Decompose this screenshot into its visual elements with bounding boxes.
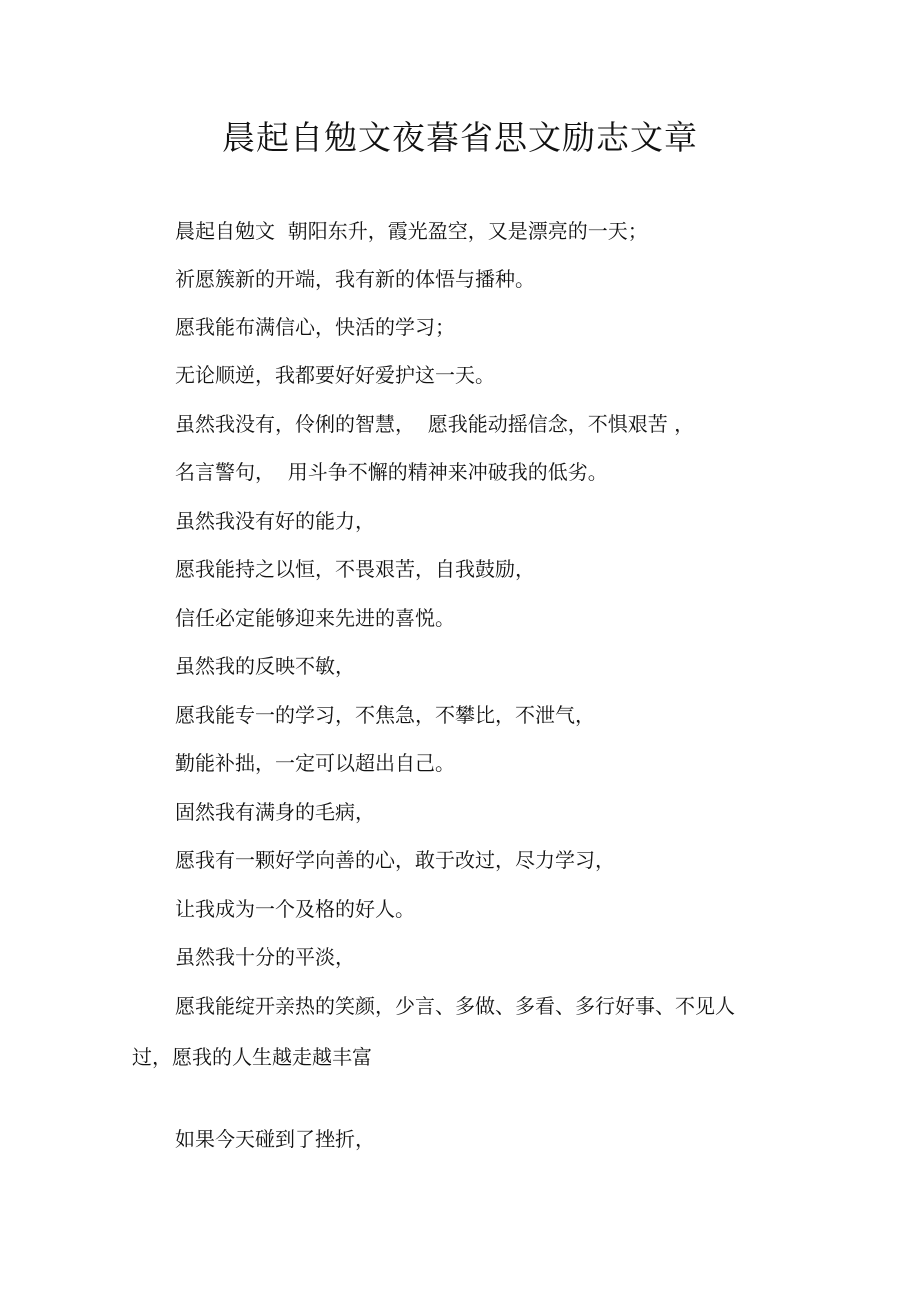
paragraph-line: 愿我能专一的学习，不焦急，不攀比，不泄气， <box>175 703 595 727</box>
paragraph-line: 信任必定能够迎来先进的喜悦。 <box>175 606 455 630</box>
paragraph-line: 愿我能持之以恒，不畏艰苦，自我鼓励， <box>175 557 535 581</box>
paragraph-line: 晨起自勉文 朝阳东升，霞光盈空，又是漂亮的一天； <box>175 219 648 243</box>
paragraph-line: 虽然我没有好的能力， <box>175 509 375 533</box>
paragraph-line: 虽然我的反映不敏， <box>175 654 355 678</box>
paragraph-line: 如果今天碰到了挫折， <box>175 1127 375 1151</box>
paragraph-line: 虽然我十分的平淡， <box>175 945 355 969</box>
paragraph-line: 虽然我没有，伶俐的智慧， 愿我能动摇信念，不惧艰苦 ， <box>175 412 695 436</box>
paragraph-line: 愿我能布满信心，快活的学习； <box>175 315 455 339</box>
paragraph-line: 祈愿簇新的开端，我有新的体悟与播种。 <box>175 267 535 291</box>
document-title: 晨起自勉文夜暮省思文励志文章 <box>222 118 698 157</box>
paragraph-line-continuation: 过，愿我的人生越走越丰富 <box>132 1045 372 1069</box>
paragraph-line: 愿我有一颗好学向善的心，敢于改过，尽力学习， <box>175 848 615 872</box>
paragraph-line: 名言警句， 用斗争不懈的精神来冲破我的低劣。 <box>175 460 608 484</box>
paragraph-line: 固然我有满身的毛病， <box>175 800 375 824</box>
paragraph-line: 让我成为一个及格的好人。 <box>175 897 415 921</box>
paragraph-line: 愿我能绽开亲热的笑颜，少言、多做、多看、多行好事、不见人 <box>175 994 735 1018</box>
paragraph-line: 勤能补拙，一定可以超出自己。 <box>175 751 455 775</box>
paragraph-line: 无论顺逆，我都要好好爱护这一天。 <box>175 363 495 387</box>
